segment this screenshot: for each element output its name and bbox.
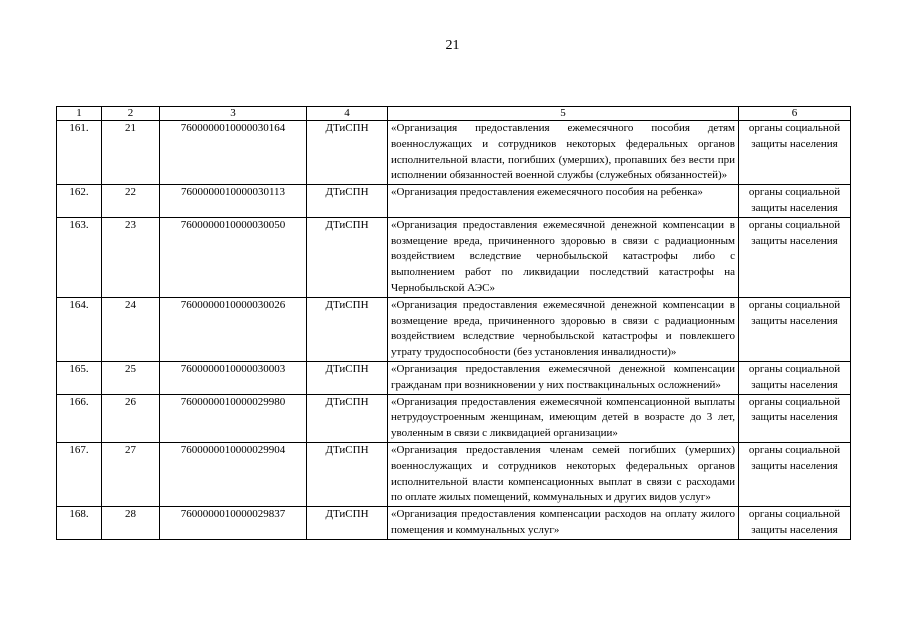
responsible-department: ДТиСПН: [307, 507, 388, 540]
table-row: [57, 185, 851, 218]
executing-body: органы социальной защиты населения: [739, 217, 851, 297]
executing-body: органы социальной защиты населения: [739, 185, 851, 218]
row-number: 164.: [57, 297, 102, 361]
column-header-1: 1: [57, 107, 102, 121]
service-code: 7600000010000030026: [160, 297, 307, 361]
row-sub-number: 28: [102, 507, 160, 540]
header-row: [57, 107, 851, 121]
table-row: [57, 217, 851, 297]
table-row: [57, 297, 851, 361]
responsible-department: ДТиСПН: [307, 297, 388, 361]
column-header-3: 3: [160, 107, 307, 121]
row-number: 161.: [57, 121, 102, 185]
executing-body: органы социальной защиты населения: [739, 394, 851, 442]
responsible-department: ДТиСПН: [307, 217, 388, 297]
responsible-department: ДТиСПН: [307, 394, 388, 442]
service-code: 7600000010000030003: [160, 361, 307, 394]
services-registry-table: [56, 106, 851, 540]
row-sub-number: 24: [102, 297, 160, 361]
executing-body: органы социальной защиты населения: [739, 442, 851, 506]
row-sub-number: 23: [102, 217, 160, 297]
executing-body: органы социальной защиты населения: [739, 297, 851, 361]
service-name: «Организация предоставления ежемесячного пособия детям военнослужащих и сотрудников некоторых федеральных органов исполнительной власти, погибших (умерших), пропавших без вести при исполнении обязанностей военной службы (служебных обязанностей)»: [388, 121, 739, 185]
service-name: «Организация предоставления ежемесячной компенсационной выплаты нетрудоустроенным женщинам, имеющим детей в возрасте до 3 лет, уволенным в связи с ликвидацией организации»: [388, 394, 739, 442]
table-row: [57, 121, 851, 185]
row-number: 163.: [57, 217, 102, 297]
column-header-6: 6: [739, 107, 851, 121]
service-code: 7600000010000030113: [160, 185, 307, 218]
service-name: «Организация предоставления членам семей погибших (умерших) военнослужащих и сотрудников некоторых федеральных органов исполнительной власти компенсационных выплат в связи с расходами по оплате жилых помещений, коммунальных и других видов услуг»: [388, 442, 739, 506]
column-header-4: 4: [307, 107, 388, 121]
table-row: [57, 442, 851, 506]
row-number: 166.: [57, 394, 102, 442]
column-header-2: 2: [102, 107, 160, 121]
row-sub-number: 26: [102, 394, 160, 442]
row-number: 168.: [57, 507, 102, 540]
row-number: 167.: [57, 442, 102, 506]
service-name: «Организация предоставления ежемесячной денежной компенсации в возмещение вреда, причиненного здоровью в связи с радиационным воздействием вследствие чернобыльской катастрофы и повлекшего утрату трудоспособности (без установления инвалидности)»: [388, 297, 739, 361]
table-row: [57, 507, 851, 540]
executing-body: органы социальной защиты населения: [739, 121, 851, 185]
executing-body: органы социальной защиты населения: [739, 361, 851, 394]
service-name: «Организация предоставления компенсации расходов на оплату жилого помещения и коммунальных услуг»: [388, 507, 739, 540]
service-code: 7600000010000029904: [160, 442, 307, 506]
service-code: 7600000010000030050: [160, 217, 307, 297]
responsible-department: ДТиСПН: [307, 442, 388, 506]
table-row: [57, 394, 851, 442]
executing-body: органы социальной защиты населения: [739, 507, 851, 540]
service-name: «Организация предоставления ежемесячной денежной компенсации гражданам при возникновении у них поствакцинальных осложнений»: [388, 361, 739, 394]
service-code: 7600000010000029980: [160, 394, 307, 442]
row-number: 162.: [57, 185, 102, 218]
row-sub-number: 25: [102, 361, 160, 394]
page-number: 21: [445, 38, 460, 53]
service-code: 7600000010000030164: [160, 121, 307, 185]
service-name: «Организация предоставления ежемесячного пособия на ребенка»: [388, 185, 739, 218]
responsible-department: ДТиСПН: [307, 121, 388, 185]
service-name: «Организация предоставления ежемесячной денежной компенсации в возмещение вреда, причиненного здоровью в связи с радиационным воздействием вследствие чернобыльской катастрофы либо с выполнением работ по ликвидации последствий катастрофы на Чернобыльской АЭС»: [388, 217, 739, 297]
table-row: [57, 361, 851, 394]
column-header-5: 5: [388, 107, 739, 121]
row-sub-number: 27: [102, 442, 160, 506]
row-number: 165.: [57, 361, 102, 394]
service-code: 7600000010000029837: [160, 507, 307, 540]
row-sub-number: 21: [102, 121, 160, 185]
responsible-department: ДТиСПН: [307, 361, 388, 394]
row-sub-number: 22: [102, 185, 160, 218]
responsible-department: ДТиСПН: [307, 185, 388, 218]
